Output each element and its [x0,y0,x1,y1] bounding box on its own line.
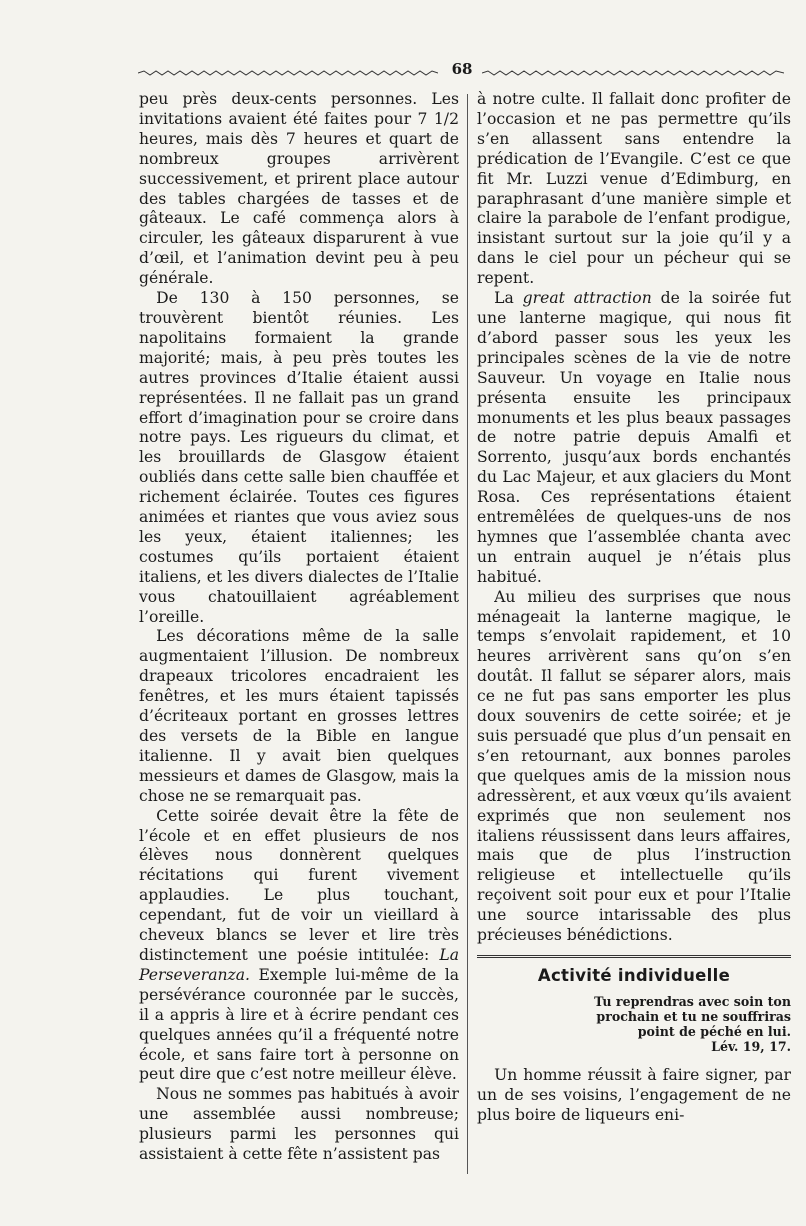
left-paragraph-4-text-a: Cette soirée devait être la fête de l’école et en effet plusieurs de nos élèves nous donnèrent quelques récitations qui furent vivement applaudies. Le plus touchant, cependant, fut de voir un vieillard à cheveux blancs se lever et lire très distinctement une poésie intitulée: [139,806,459,964]
right-paragraph-2-text-a: La [494,289,523,308]
section-title: Activité individuelle [537,965,731,985]
header-ornament-left [138,70,438,76]
epigraph [477,994,791,1054]
column-divider [467,94,468,1174]
left-paragraph-3: Les décorations même de la salle augmentaient l’illusion. De nombreux drapeaux tricolores encadraient les fenêtres, et les murs étaient tapissés d’écriteaux portant en grosses lettres des versets de la Bible en langue italienne. Il y avait bien quelques messieurs et dames de Glasgow, mais la chose ne se remarquait pas. [139,627,459,805]
left-paragraph-4 [139,807,459,1086]
left-column [139,90,459,1165]
right-column [477,90,791,1126]
header-ornament-right [482,70,784,76]
right-paragraph-4: Un homme réussit à faire signer, par un de ses voisins, l’engagement de ne plus boire de liqueurs eni- [477,1065,791,1124]
left-paragraph-1: peu près deux-cents personnes. Les invitations avaient été faites pour 7 1/2 heures, mais dès 7 heures et quart de nombreux groupes arrivèrent successivement, et prirent place autour des tables chargées de tasses et de gâteaux. Le café commença alors à circuler, les gâteaux disparurent à vue d’œil, et l’animation devint peu à peu générale. [139,90,459,288]
section-divider [477,955,791,958]
poem-title: La Perseveranza. [139,945,459,984]
left-paragraph-4-text-b: Exemple lui-même de la persévérance couronnée par le succès, il a appris à lire et à écrire pendant ces quelques années qu’il a fréquenté notre école, et sans faire tort à personne on peut dire que c’est notre meilleur élève. [139,965,459,1084]
epigraph-line-1: Tu reprendras avec soin ton [594,993,791,1009]
epigraph-reference: Lév. 19, 17. [711,1038,791,1054]
left-paragraph-5: Nous ne sommes pas habitués à avoir une assemblée aussi nombreuse; plusieurs parmi les personnes qui assistaient à cette fête n’assistent pas [139,1085,459,1164]
right-paragraph-3: Au milieu des surprises que nous ménageait la lanterne magique, le temps s’envolait rapidement, et 10 heures arrivèrent sans qu’on s’en doutât. Il fallut se séparer alors, mais ce ne fut pas sans emporter les plus doux souvenirs de cette soirée; et je suis persuadé que plus d’un pensait en s’en retournant, aux bonnes paroles que quelques amis de la mission nous adressèrent, et aux vœux qu’ils avaient exprimés que non seulement nos italiens réussissent dans leurs affaires, mais que de plus l’instruction religieuse et intellectuelle qu’ils reçoivent soit pour eux et pour l’Italie une source intarissable des plus précieuses bénédictions. [477,587,791,945]
right-paragraph-2 [477,289,791,588]
right-paragraph-1: à notre culte. Il fallait donc profiter de l’occasion et ne pas permettre qu’ils s’en allassent sans entendre la prédication de l’Evangile. C’est ce que fit Mr. Luzzi venue d’Edimburg, en paraphrasant d’une manière simple et claire la parabole de l’enfant prodigue, insistant surtout sur la joie qu’il y a dans le ciel pour un pécheur qui se repent. [477,90,791,288]
epigraph-line-3: point de péché en lui. [637,1023,791,1039]
right-paragraph-2-text-b: de la soirée fut une lanterne magique, qui nous fit d’abord passer sous les yeux les principales scènes de la vie de notre Sauveur. Un voyage en Italie nous présenta ensuite les principaux monuments et les plus beaux passages de notre patrie depuis Amalfi et Sorrento, jusqu’aux bords enchantés du Lac Majeur, et aux glaciers du Mont Rosa. Ces représentations étaient entremêlées de quelques-uns de nos hymnes que l’assemblée chanta avec un entrain auquel je n’étais plus habitué. [477,289,791,586]
great-attraction-phrase: great attraction [522,289,652,308]
page-number: 68 [451,60,473,78]
left-paragraph-2: De 130 à 150 personnes, se trouvèrent bientôt réunies. Les napolitains formaient la grande majorité; mais, à peu près toutes les autres provinces d’Italie étaient aussi représentées. Il ne fallait pas un grand effort d’imagination pour se croire dans notre pays. Les rigueurs du climat, et les brouillards de Glasgow étaient oubliés dans cette salle bien chauffée et richement éclairée. Toutes ces figures animées et riantes que vous aviez sous les yeux, étaient italiennes; les costumes qu’ils portaient étaient italiens, et les divers dialectes de l’Italie vous chatouillaient agréablement l’oreille. [139,289,459,626]
epigraph-line-2: prochain et tu ne souffriras [596,1008,791,1024]
